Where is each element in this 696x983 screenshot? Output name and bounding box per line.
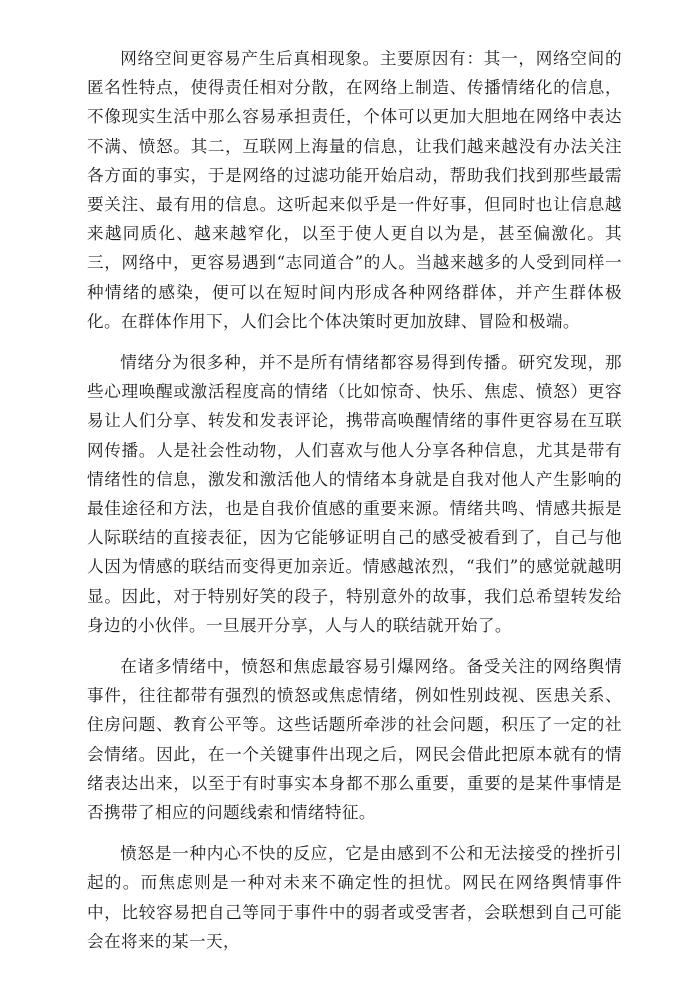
paragraph-3: 在诸多情绪中，愤怒和焦虑最容易引爆网络。备受关注的网络舆情事件，往往都带有强烈的愤怒或焦虑情绪，例如性别歧视、医患关系、住房问题、教育公平等。这些话题所牵涉的社会问题，积压了一定的社会情绪。因此，在一个关键事件出现之后，网民会借此把原本就有的情绪表达出来，以至于有时事实本身都不那么重要，重要的是某件事情是否携带了相应的问题线索和情绪特征。 <box>87 657 622 823</box>
document-page <box>87 44 622 968</box>
paragraph-2: 情绪分为很多种，并不是所有情绪都容易得到传播。研究发现，那些心理唤醒或激活程度高的情绪（比如惊奇、快乐、焦虑、愤怒）更容易让人们分享、转发和发表评论，携带高唤醒情绪的事件更容易在互联网传播。人是社会性动物，人们喜欢与他人分享各种信息，尤其是带有情绪性的信息，激发和激活他人的情绪本身就是自我对他人产生影响的最佳途径和方法，也是自我价值感的重要来源。情绪共鸣、情感共振是人际联结的直接表征，因为它能够证明自己的感受被看到了，自己与他人因为情感的联结而变得更加亲近。情感越浓烈，“我们”的感觉就越明显。因此，对于特别好笑的段子，特别意外的故事，我们总希望转发给身边的小伙伴。一旦展开分享，人与人的联结就开始了。 <box>87 353 622 635</box>
paragraph-1: 网络空间更容易产生后真相现象。主要原因有：其一，网络空间的匿名性特点，使得责任相对分散，在网络上制造、传播情绪化的信息，不像现实生活中那么容易承担责任，个体可以更加大胆地在网络中表达不满、愤怒。其二，互联网上海量的信息，让我们越来越没有办法关注各方面的事实，于是网络的过滤功能开始启动，帮助我们找到那些最需要关注、最有用的信息。这听起来似乎是一件好事，但同时也让信息越来越同质化、越来越窄化，以至于使人更自以为是，甚至偏激化。其三，网络中，更容易遇到“志同道合”的人。当越来越多的人受到同样一种情绪的感染，便可以在短时间内形成各种网络群体，并产生群体极化。在群体作用下，人们会比个体决策时更加放肆、冒险和极端。 <box>87 49 622 331</box>
paragraph-4: 愤怒是一种内心不快的反应，它是由感到不公和无法接受的挫折引起的。而焦虑则是一种对未来不确定性的担忧。网民在网络舆情事件中，比较容易把自己等同于事件中的弱者或受害者，会联想到自己可能会在将来的某一天， <box>87 844 622 951</box>
